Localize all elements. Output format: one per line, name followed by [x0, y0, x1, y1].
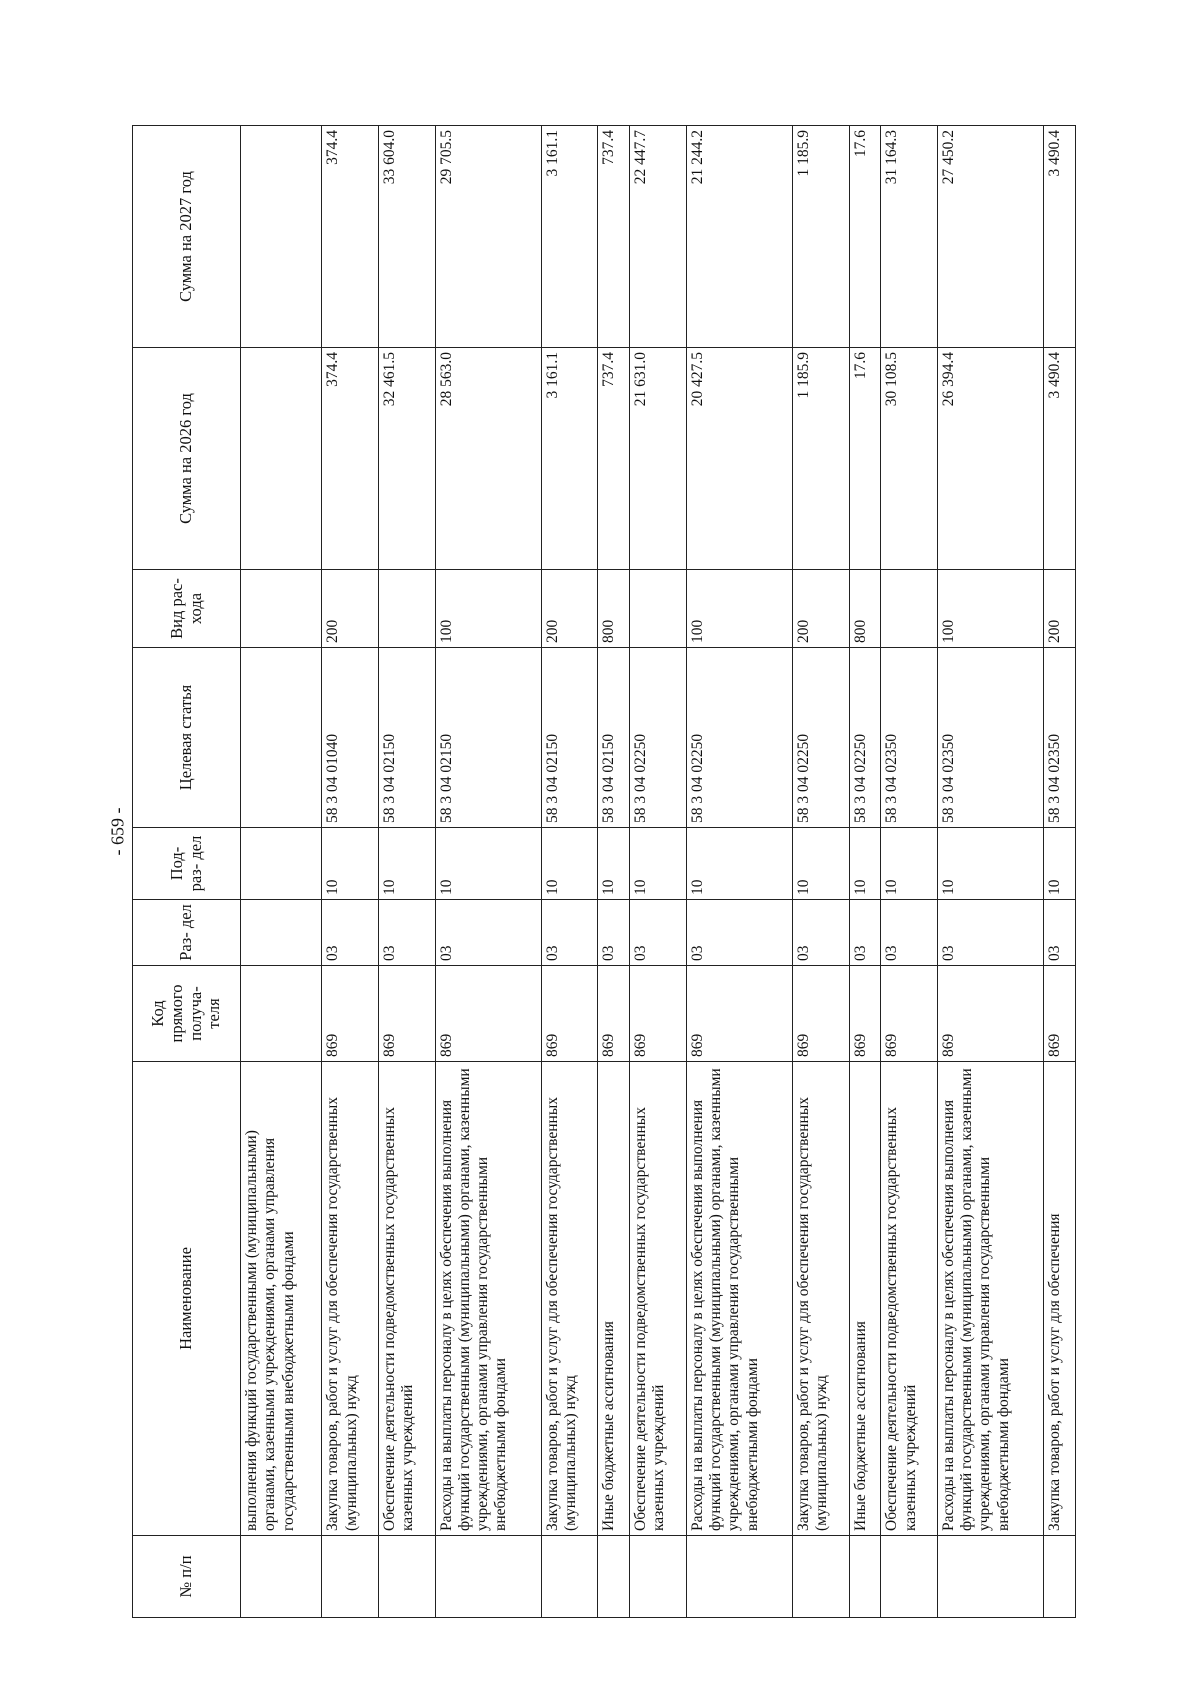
cell-name: Закупка товаров, работ и услуг для обеспечения: [1044, 1062, 1076, 1536]
cell-recipient: 869: [937, 966, 1043, 1062]
cell-target: 58 3 04 01040: [322, 648, 379, 828]
cell-kind: 200: [793, 570, 850, 648]
cell-section: 03: [937, 900, 1043, 966]
table-row: [937, 126, 1043, 1618]
cell-target: 58 3 04 02150: [598, 648, 630, 828]
cell-kind: [241, 570, 322, 648]
budget-table: [132, 125, 1076, 1618]
cell-sum2026: 3 161.1: [541, 348, 598, 570]
cell-kind: 800: [849, 570, 881, 648]
cell-sum2027: 374.4: [322, 126, 379, 348]
cell-sum2027: 3 490.4: [1044, 126, 1076, 348]
cell-sum2026: 17.6: [849, 348, 881, 570]
cell-name: выполнения функций государственными (муниципальными) органами, казенными учреждениями, органами управления государственными внебюджетными фондами: [241, 1062, 322, 1536]
cell-subsection: 10: [686, 828, 792, 900]
cell-target: 58 3 04 02350: [1044, 648, 1076, 828]
cell-sum2027: 17.6: [849, 126, 881, 348]
cell-subsection: 10: [1044, 828, 1076, 900]
cell-num: [241, 1536, 322, 1618]
cell-kind: [630, 570, 687, 648]
cell-name: Расходы на выплаты персоналу в целях обеспечения выполнения функций государственными (муниципальными) органами, казенными учреждениями, органами управления государственными внебюджетными фондами: [937, 1062, 1043, 1536]
cell-sum2027: [241, 126, 322, 348]
cell-recipient: 869: [793, 966, 850, 1062]
cell-name: Закупка товаров, работ и услуг для обеспечения государственных (муниципальных) нужд: [793, 1062, 850, 1536]
cell-section: 03: [598, 900, 630, 966]
cell-target: 58 3 04 02150: [435, 648, 541, 828]
cell-kind: 100: [686, 570, 792, 648]
cell-section: 03: [379, 900, 436, 966]
cell-subsection: 10: [793, 828, 850, 900]
cell-sum2026: 3 490.4: [1044, 348, 1076, 570]
cell-sum2026: 26 394.4: [937, 348, 1043, 570]
cell-recipient: 869: [686, 966, 792, 1062]
header-name: Наименование: [133, 1062, 241, 1536]
header-target: Целевая статья: [133, 648, 241, 828]
cell-section: 03: [630, 900, 687, 966]
cell-sum2026: [241, 348, 322, 570]
table-row: [435, 126, 541, 1618]
header-num: № п/п: [133, 1536, 241, 1618]
cell-num: [322, 1536, 379, 1618]
cell-subsection: 10: [541, 828, 598, 900]
header-subsection: Под- раз- дел: [133, 828, 241, 900]
cell-name: Закупка товаров, работ и услуг для обеспечения государственных (муниципальных) нужд: [541, 1062, 598, 1536]
cell-name: Обеспечение деятельности подведомственных государственных казенных учреждений: [379, 1062, 436, 1536]
cell-sum2027: 31 164.3: [881, 126, 938, 348]
cell-section: 03: [1044, 900, 1076, 966]
cell-recipient: 869: [435, 966, 541, 1062]
cell-subsection: 10: [379, 828, 436, 900]
cell-recipient: 869: [881, 966, 938, 1062]
budget-table-container: [132, 126, 1076, 1618]
cell-section: 03: [686, 900, 792, 966]
cell-num: [1044, 1536, 1076, 1618]
cell-name: Иные бюджетные ассигнования: [598, 1062, 630, 1536]
cell-num: [379, 1536, 436, 1618]
cell-sum2027: 21 244.2: [686, 126, 792, 348]
table-row: [541, 126, 598, 1618]
cell-kind: 200: [541, 570, 598, 648]
cell-sum2027: 3 161.1: [541, 126, 598, 348]
table-row: [630, 126, 687, 1618]
table-row: [241, 126, 322, 1618]
cell-kind: 100: [937, 570, 1043, 648]
cell-name: Обеспечение деятельности подведомственных государственных казенных учреждений: [881, 1062, 938, 1536]
cell-recipient: 869: [598, 966, 630, 1062]
table-row: [881, 126, 938, 1618]
cell-target: 58 3 04 02250: [686, 648, 792, 828]
header-section: Раз- дел: [133, 900, 241, 966]
cell-subsection: 10: [849, 828, 881, 900]
cell-sum2027: 737.4: [598, 126, 630, 348]
cell-target: [241, 648, 322, 828]
cell-subsection: 10: [322, 828, 379, 900]
cell-subsection: [241, 828, 322, 900]
cell-recipient: 869: [1044, 966, 1076, 1062]
cell-subsection: 10: [937, 828, 1043, 900]
cell-target: 58 3 04 02150: [379, 648, 436, 828]
cell-sum2026: 32 461.5: [379, 348, 436, 570]
cell-kind: [379, 570, 436, 648]
cell-section: 03: [881, 900, 938, 966]
cell-target: 58 3 04 02250: [793, 648, 850, 828]
cell-name: Обеспечение деятельности подведомственных государственных казенных учреждений: [630, 1062, 687, 1536]
cell-kind: 100: [435, 570, 541, 648]
cell-num: [435, 1536, 541, 1618]
cell-kind: 200: [322, 570, 379, 648]
cell-name: Закупка товаров, работ и услуг для обеспечения государственных (муниципальных) нужд: [322, 1062, 379, 1536]
cell-target: 58 3 04 02150: [541, 648, 598, 828]
cell-recipient: [241, 966, 322, 1062]
cell-sum2026: 21 631.0: [630, 348, 687, 570]
cell-sum2026: 28 563.0: [435, 348, 541, 570]
cell-sum2026: 737.4: [598, 348, 630, 570]
table-body: [241, 126, 1076, 1618]
cell-sum2026: 1 185.9: [793, 348, 850, 570]
cell-target: 58 3 04 02250: [849, 648, 881, 828]
cell-recipient: 869: [322, 966, 379, 1062]
cell-num: [598, 1536, 630, 1618]
cell-section: 03: [541, 900, 598, 966]
cell-num: [881, 1536, 938, 1618]
cell-sum2026: 30 108.5: [881, 348, 938, 570]
cell-section: 03: [322, 900, 379, 966]
cell-kind: [881, 570, 938, 648]
table-row: [1044, 126, 1076, 1618]
cell-kind: 200: [1044, 570, 1076, 648]
cell-subsection: 10: [881, 828, 938, 900]
table-row: [379, 126, 436, 1618]
cell-sum2027: 27 450.2: [937, 126, 1043, 348]
cell-sum2026: 374.4: [322, 348, 379, 570]
cell-num: [793, 1536, 850, 1618]
cell-num: [849, 1536, 881, 1618]
cell-subsection: 10: [598, 828, 630, 900]
cell-section: 03: [849, 900, 881, 966]
cell-target: 58 3 04 02350: [937, 648, 1043, 828]
header-recipient: Код прямого получа- теля: [133, 966, 241, 1062]
table-row: [793, 126, 850, 1618]
cell-num: [541, 1536, 598, 1618]
cell-target: 58 3 04 02350: [881, 648, 938, 828]
table-row: [849, 126, 881, 1618]
table-row: [598, 126, 630, 1618]
cell-kind: 800: [598, 570, 630, 648]
header-kind: Вид рас- хода: [133, 570, 241, 648]
cell-sum2027: 33 604.0: [379, 126, 436, 348]
cell-section: 03: [793, 900, 850, 966]
cell-num: [686, 1536, 792, 1618]
cell-name: Иные бюджетные ассигнования: [849, 1062, 881, 1536]
cell-recipient: 869: [379, 966, 436, 1062]
cell-recipient: 869: [541, 966, 598, 1062]
cell-sum2026: 20 427.5: [686, 348, 792, 570]
header-sum2026: Сумма на 2026 год: [133, 348, 241, 570]
table-row: [322, 126, 379, 1618]
cell-subsection: 10: [435, 828, 541, 900]
cell-sum2027: 1 185.9: [793, 126, 850, 348]
cell-num: [937, 1536, 1043, 1618]
cell-recipient: 869: [849, 966, 881, 1062]
cell-name: Расходы на выплаты персоналу в целях обеспечения выполнения функций государственными (муниципальными) органами, казенными учреждениями, органами управления государственными внебюджетными фондами: [686, 1062, 792, 1536]
cell-subsection: 10: [630, 828, 687, 900]
cell-num: [630, 1536, 687, 1618]
cell-sum2027: 29 705.5: [435, 126, 541, 348]
header-sum2027: Сумма на 2027 год: [133, 126, 241, 348]
page-number: - 659 -: [107, 807, 128, 856]
cell-recipient: 869: [630, 966, 687, 1062]
cell-target: 58 3 04 02250: [630, 648, 687, 828]
cell-section: 03: [435, 900, 541, 966]
cell-section: [241, 900, 322, 966]
cell-sum2027: 22 447.7: [630, 126, 687, 348]
table-row: [686, 126, 792, 1618]
cell-name: Расходы на выплаты персоналу в целях обеспечения выполнения функций государственными (муниципальными) органами, казенными учреждениями, органами управления государственными внебюджетными фондами: [435, 1062, 541, 1536]
table-header-row: [133, 126, 241, 1618]
